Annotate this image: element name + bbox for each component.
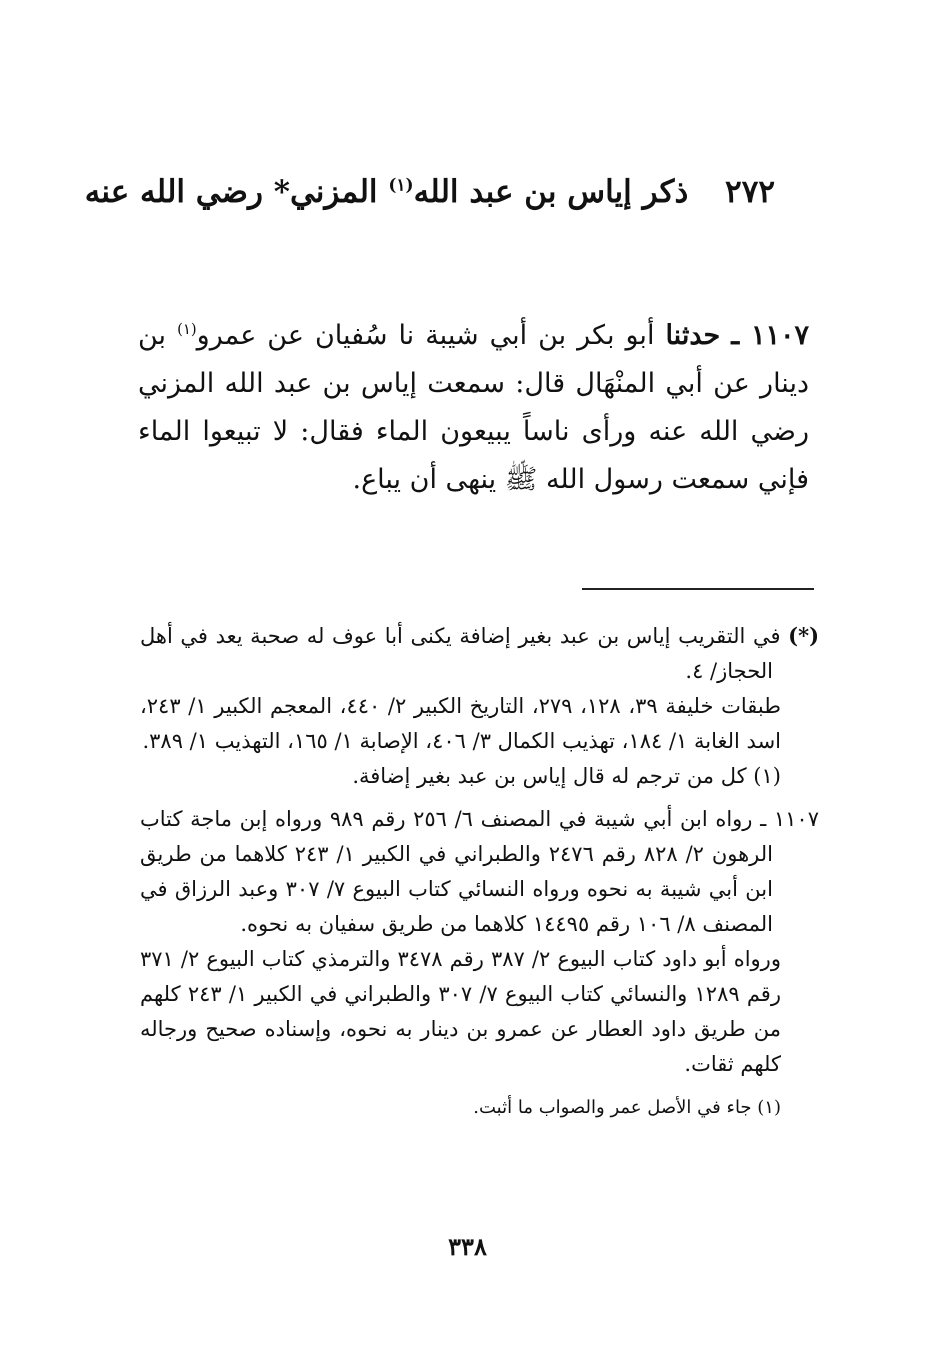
chapter-title-part-3: رضي الله عنه (84, 174, 263, 210)
hadith-isnad: أبو بكر بن أبي شيبة نا سُفيان عن عمرو (196, 320, 655, 351)
footnote-2: (١) جاء في الأصل عمر والصواب ما أثبت. (473, 1097, 781, 1118)
footnote-1: (١) كل من ترجم له قال إياس بن عبد بغير إضافة. (352, 764, 781, 788)
footnote-ref: (١) (177, 320, 197, 338)
chapter-heading (84, 168, 775, 216)
takhrij-text: رواه ابن أبي شيبة في المصنف ٦/ ٢٥٦ رقم ٩٨٩ ورواه إبن ماجة كتاب الرهون ٢/ ٨٢٨ رقم ٢٤٧٦ والطبراني في الكبير ١/ ٢٤٣ كلاهما من طريق ابن أبي شيبة به نحوه ورواه النسائي كتاب البيوع ٧/ ٣٠٧ وعبد الرزاق في المصنف ٨/ ١٠٦ رقم ١٤٤٩٥ كلاهما من طريق سفيان به نحوه. (140, 807, 773, 936)
star-footnote-text: في التقريب إياس بن عبد بغير إضافة يكنى أبا عوف له صحبة يعد في أهل الحجاز/ ٤. (140, 624, 781, 683)
footnote-ref: (١) (388, 175, 414, 196)
star-footnote-marker: (*) (788, 623, 820, 648)
hadith-text (138, 312, 809, 504)
page-number: ٣٣٨ (448, 1232, 487, 1261)
star-footnote-references: طبقات خليفة ٣٩، ١٢٨، ٢٧٩، التاريخ الكبير ٢/ ٤٤٠، المعجم الكبير ١/ ٢٤٣، اسد الغابة ١/ ١٨٤، تهذيب الكمال ٣/ ٤٠٦، الإصابة ١/ ١٦٥، التهذيب ١/ ٣٨٩. (140, 694, 781, 753)
takhrij-text-continued: ورواه أبو داود كتاب البيوع ٢/ ٣٨٧ رقم ٣٤٧٨ والترمذي كتاب البيوع ٢/ ٣٧١ رقم ١٢٨٩ والنسائي كتاب البيوع ٧/ ٣٠٧ والطبراني في الكبير ١/ ٢٤٣ كلهم من طريق داود العطار عن عمرو بن دينار به نحوه، وإسناده صحيح ورجاله كلهم ثقات. (140, 947, 781, 1076)
star-marker: * (273, 174, 290, 210)
chapter-number: ٢٧٢ (725, 174, 775, 210)
chapter-title-part-1: ذكر إياس بن عبد الله (413, 174, 689, 210)
footnote-divider (582, 588, 814, 590)
hadith-number: ١١٠٧ ـ (731, 320, 809, 351)
hadith-matn: بن دينار عن أبي المنْهَال قال: سمعت إياس بن عبد الله المزني رضي الله عنه ورأى ناساً يبيعون الماء فقال: لا تبيعوا الماء فإني سمعت رسول الله ﷺ ينهى أن يباع. (138, 320, 809, 495)
footnotes-section (140, 618, 819, 1125)
takhrij-number: ١١٠٧ ـ (760, 807, 819, 831)
hadith-lead-word: حدثنا (665, 320, 721, 351)
chapter-title-part-2: المزني (289, 174, 378, 210)
